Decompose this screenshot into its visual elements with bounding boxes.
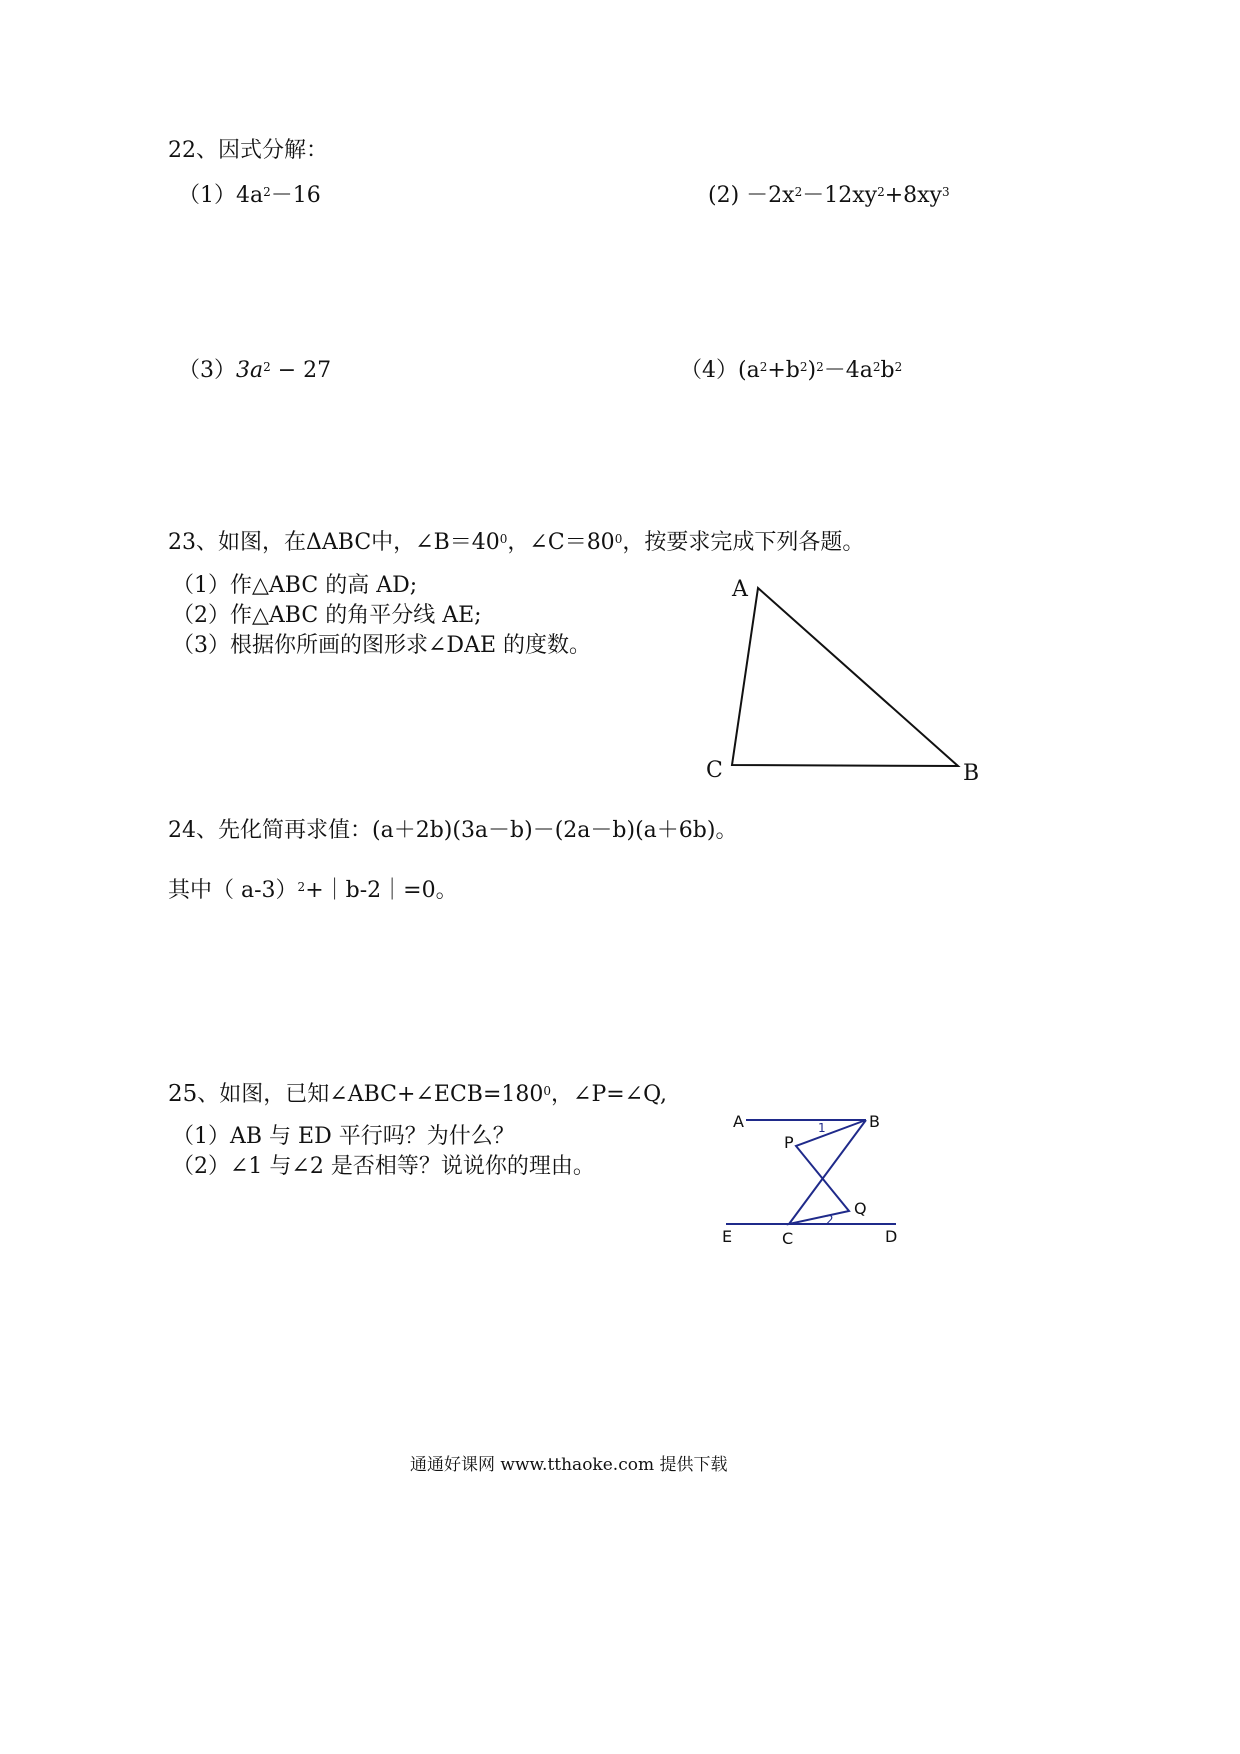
label-b2: B (869, 1112, 880, 1131)
q25-item-2: （2）∠1 与∠2 是否相等？说说你的理由。 (172, 1154, 595, 1179)
label-a: A (732, 577, 748, 602)
label-b: B (963, 761, 980, 786)
label-c: C (706, 758, 723, 783)
q24-line1: 24、先化简再求值：(a＋2b)(3a－b)－(2a－b)(a＋6b)。 (168, 818, 738, 843)
label-q: Q (854, 1199, 867, 1218)
footer-text: 通通好课网 www.tthaoke.com 提供下载 (410, 1455, 728, 1475)
label-a2: A (733, 1112, 744, 1131)
q23-title: 23、如图，在ΔABC中，$\angle B=40^0$，$\angle C=80^0$，按要求完成下列各题。 (168, 530, 865, 555)
label-e: E (722, 1227, 733, 1246)
label-p: P (784, 1133, 794, 1152)
angle-1-label: 1 (818, 1121, 826, 1135)
q25-title: 25、如图，已知$\angle ABC+\angle ECB=180^0$，∠P=∠Q, (168, 1081, 668, 1107)
q22-title: 22、因式分解： (168, 138, 328, 163)
q22-part2: $(2) -2x^2-12xy^2+8xy^3$ (708, 183, 950, 208)
label-d: D (885, 1227, 898, 1246)
q23-item-1: （1）作△ABC 的高 AD; (172, 573, 418, 598)
q22-part3: $(3)3a^2 - 27$ (178, 358, 332, 383)
q23-item-3: （3）根据你所画的图形求∠DAE 的度数。 (172, 633, 592, 658)
q24-line2: 其中（ a-3）$^2$+｜b-2｜=0。 (168, 878, 458, 903)
q23-item-2: （2）作△ABC 的角平分线 AE; (172, 603, 482, 628)
q22-part4: $(4)(a^2+b^2)^2-4a^2b^2$ (680, 358, 903, 383)
q22-part1: $(1)4a^2-16$ (178, 183, 321, 208)
angle-2-label: 2 (826, 1213, 834, 1227)
label-c2: C (782, 1229, 794, 1248)
q25-item-1: （1）AB 与 ED 平行吗？为什么？ (172, 1124, 515, 1149)
